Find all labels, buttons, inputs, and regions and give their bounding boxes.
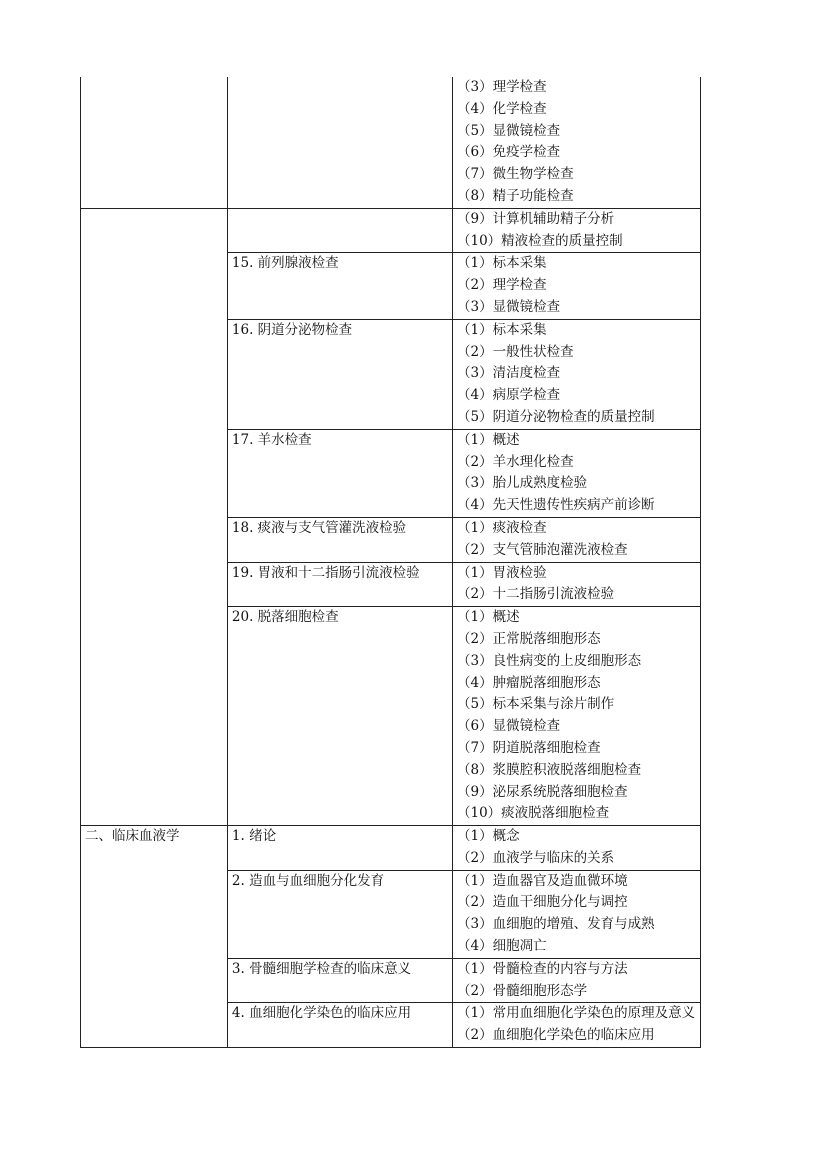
list-item: （2）血液学与临床的关系 — [456, 849, 615, 866]
list-item: （9）泌尿系统脱落细胞检查 — [456, 783, 628, 800]
topic-cell — [227, 208, 452, 253]
topic-cell: 20. 脱落细胞检查 — [227, 607, 452, 826]
items-cell — [452, 77, 700, 208]
list-item: （8）精子功能检查 — [456, 187, 574, 204]
list-item: （1）概述 — [456, 609, 520, 626]
list-item: （4）先天性遗传性疾病产前诊断 — [456, 497, 655, 514]
list-item: （4）化学检查 — [456, 100, 547, 117]
list-item: （8）浆膜腔积液脱落细胞检查 — [456, 761, 642, 778]
list-item: （1）概念 — [456, 828, 520, 845]
topic-cell — [227, 77, 452, 208]
list-item: （1）胃液检验 — [456, 564, 547, 581]
topic-cell: 18. 痰液与支气管灌洗液检验 — [227, 517, 452, 562]
list-item: （9）计算机辅助精子分析 — [456, 210, 615, 227]
table-row — [81, 77, 701, 208]
items-cell — [452, 253, 700, 319]
syllabus-table — [80, 77, 701, 1048]
list-item: （4）细胞凋亡 — [456, 938, 547, 955]
items-cell — [452, 429, 700, 517]
table-row — [81, 208, 701, 253]
items-cell — [452, 958, 700, 1003]
list-item: （3）胎儿成熟度检验 — [456, 475, 588, 492]
list-item: （2）血细胞化学染色的临床应用 — [456, 1027, 655, 1044]
list-item: （6）免疫学检查 — [456, 144, 561, 161]
list-item: （3）良性病变的上皮细胞形态 — [456, 652, 642, 669]
list-item: （5）阴道分泌物检查的质量控制 — [456, 408, 655, 425]
list-item: （3）清洁度检查 — [456, 365, 561, 382]
list-item: （2）骨髓细胞形态学 — [456, 982, 588, 999]
list-item: （3）显微镜检查 — [456, 298, 561, 315]
topic-cell: 4. 血细胞化学染色的临床应用 — [227, 1003, 452, 1048]
items-cell — [452, 517, 700, 562]
topic-cell: 3. 骨髓细胞学检查的临床意义 — [227, 958, 452, 1003]
list-item: （2）理学检查 — [456, 277, 547, 294]
list-item: （7）微生物学检查 — [456, 166, 574, 183]
list-item: （10）痰液脱落细胞检查 — [456, 805, 610, 822]
list-item: （5）标本采集与涂片制作 — [456, 696, 615, 713]
list-item: （2）正常脱落细胞形态 — [456, 630, 601, 647]
category-cell — [81, 77, 228, 208]
list-item: （5）显微镜检查 — [456, 122, 561, 139]
list-item: （1）造血器官及造血微环境 — [456, 872, 628, 889]
list-item: （7）阴道脱落细胞检查 — [456, 739, 601, 756]
category-cell — [81, 208, 228, 825]
list-item: （2）支气管肺泡灌洗液检查 — [456, 541, 628, 558]
items-cell — [452, 319, 700, 429]
items-cell — [452, 1003, 700, 1048]
list-item: （1）常用血细胞化学染色的原理及意义 — [456, 1005, 696, 1022]
items-cell — [452, 826, 700, 871]
topic-cell: 15. 前列腺液检查 — [227, 253, 452, 319]
topic-cell: 19. 胃液和十二指肠引流液检验 — [227, 562, 452, 607]
syllabus-table-body — [81, 77, 701, 1048]
list-item: （1）标本采集 — [456, 321, 547, 338]
list-item: （4）病原学检查 — [456, 387, 561, 404]
items-cell — [452, 208, 700, 253]
topic-cell: 2. 造血与血细胞分化发育 — [227, 870, 452, 958]
topic-cell: 16. 阴道分泌物检查 — [227, 319, 452, 429]
list-item: （2）一般性状检查 — [456, 343, 574, 360]
topic-cell: 17. 羊水检查 — [227, 429, 452, 517]
list-item: （1）骨髓检查的内容与方法 — [456, 960, 628, 977]
category-cell: 二、临床血液学 — [81, 826, 228, 1048]
list-item: （6）显微镜检查 — [456, 718, 561, 735]
list-item: （4）肿瘤脱落细胞形态 — [456, 674, 601, 691]
table-row — [81, 826, 701, 871]
items-cell — [452, 870, 700, 958]
list-item: （10）精液检查的质量控制 — [456, 232, 623, 249]
list-item: （2）羊水理化检查 — [456, 453, 574, 470]
items-cell — [452, 562, 700, 607]
list-item: （1）痰液检查 — [456, 519, 547, 536]
list-item: （3）理学检查 — [456, 79, 547, 95]
list-item: （2）造血干细胞分化与调控 — [456, 894, 628, 911]
items-cell — [452, 607, 700, 826]
list-item: （2）十二指肠引流液检验 — [456, 586, 615, 603]
list-item: （1）标本采集 — [456, 255, 547, 272]
topic-cell: 1. 绪论 — [227, 826, 452, 871]
list-item: （3）血细胞的增殖、发育与成熟 — [456, 916, 655, 933]
list-item: （1）概述 — [456, 431, 520, 448]
